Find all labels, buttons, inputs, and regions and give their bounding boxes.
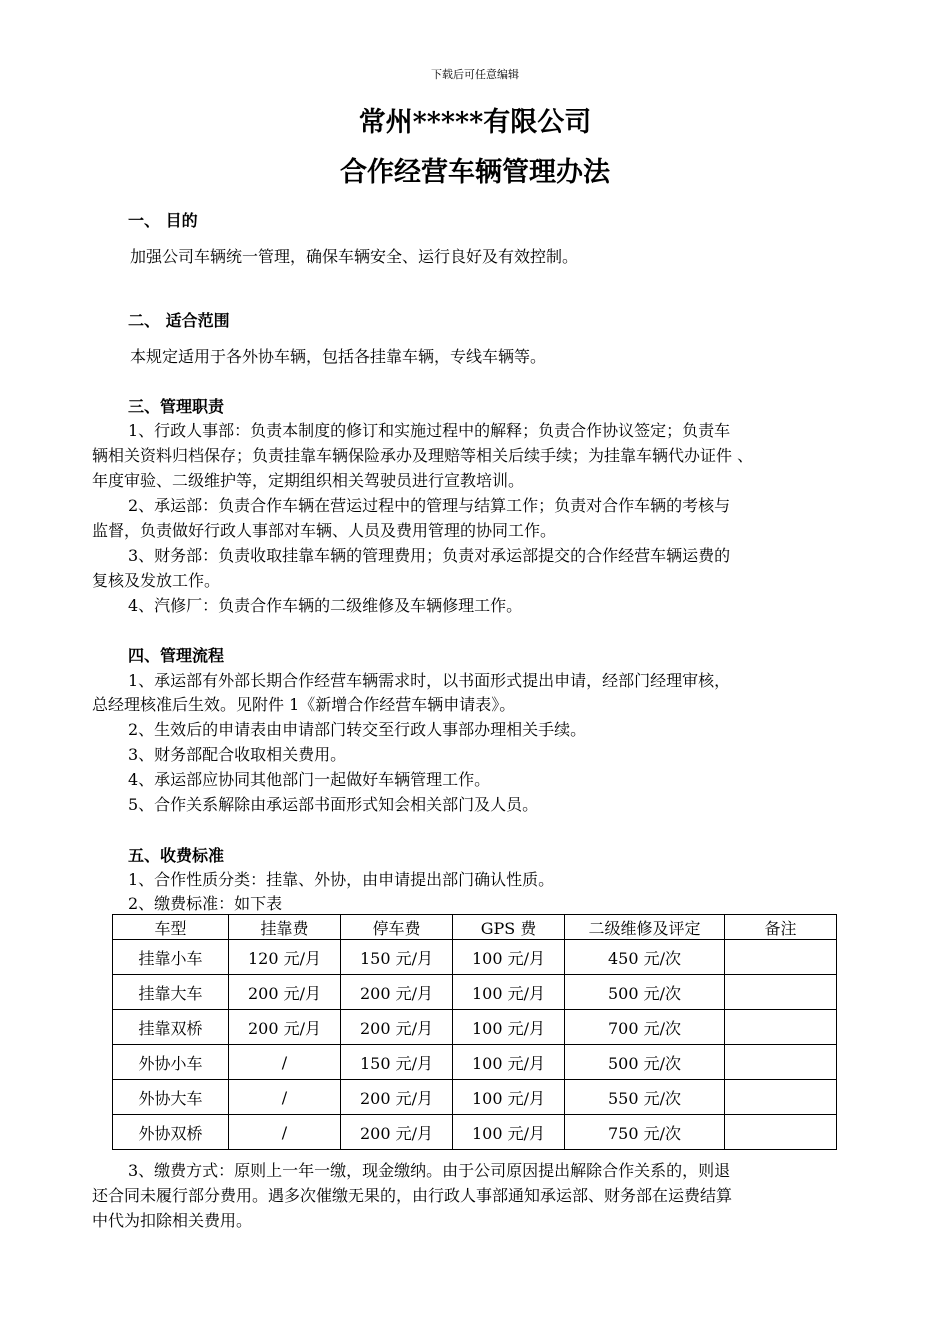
table-row: [113, 940, 837, 975]
table-cell: 150 元/月: [341, 1045, 453, 1080]
table-cell: [725, 1115, 837, 1150]
section-5-line: 3、缴费方式：原则上一年一缴，现金缴纳。由于公司原因提出解除合作关系的，则退: [128, 1161, 731, 1180]
table-cell: 200 元/月: [341, 1080, 453, 1115]
fee-table: [112, 914, 837, 1150]
section-4-line: 4、承运部应协同其他部门一起做好车辆管理工作。: [128, 770, 491, 789]
table-cell: 外协双桥: [113, 1115, 229, 1150]
table-cell: 750 元/次: [565, 1115, 725, 1150]
table-row: [113, 1080, 837, 1115]
table-cell: 100 元/月: [453, 1045, 565, 1080]
table-cell: 100 元/月: [453, 975, 565, 1010]
table-cell: 外协小车: [113, 1045, 229, 1080]
table-cell: [725, 940, 837, 975]
section-2-heading: 二、 适合范围: [128, 311, 230, 330]
document-title: 合作经营车辆管理办法: [340, 157, 610, 188]
table-cell: [725, 1010, 837, 1045]
table-row: [113, 1010, 837, 1045]
section-4-line: 5、合作关系解除由承运部书面形式知会相关部门及人员。: [128, 795, 539, 814]
section-4-heading: 四、管理流程: [128, 646, 225, 665]
section-5-line: 1、合作性质分类：挂靠、外协，由申请提出部门确认性质。: [128, 870, 555, 889]
table-cell: 100 元/月: [453, 1080, 565, 1115]
column-header: 备注: [725, 915, 837, 940]
section-5-line: 还合同未履行部分费用。遇多次催缴无果的，由行政人事部通知承运部、财务部在运费结算: [92, 1186, 733, 1205]
section-5-line: 2、缴费标准：如下表: [128, 894, 283, 913]
table-cell: 外协大车: [113, 1080, 229, 1115]
section-3-line: 2、承运部：负责合作车辆在营运过程中的管理与结算工作；负责对合作车辆的考核与: [128, 496, 731, 515]
section-4-line: 1、承运部有外部长期合作经营车辆需求时，以书面形式提出申请，经部门经理审核，: [128, 671, 731, 690]
table-cell: 100 元/月: [453, 1115, 565, 1150]
table-cell: 450 元/次: [565, 940, 725, 975]
section-1-heading: 一、 目的: [128, 211, 198, 230]
table-row: [113, 1045, 837, 1080]
table-cell: /: [229, 1115, 341, 1150]
table-cell: [725, 975, 837, 1010]
table-cell: 100 元/月: [453, 940, 565, 975]
table-row: [113, 1115, 837, 1150]
column-header: 车型: [113, 915, 229, 940]
table-header-row: [113, 915, 837, 940]
header-note: 下载后可任意编辑: [431, 68, 519, 81]
table-cell: 500 元/次: [565, 975, 725, 1010]
column-header: GPS 费: [453, 915, 565, 940]
column-header: 二级维修及评定: [565, 915, 725, 940]
table-cell: [725, 1045, 837, 1080]
table-cell: 挂靠双桥: [113, 1010, 229, 1045]
table-cell: /: [229, 1080, 341, 1115]
table-cell: 200 元/月: [229, 1010, 341, 1045]
section-3-line: 年度审验、二级维护等，定期组织相关驾驶员进行宣教培训。: [92, 471, 525, 490]
section-3-line: 复核及发放工作。: [92, 571, 221, 590]
section-4-line: 3、财务部配合收取相关费用。: [128, 745, 347, 764]
section-3-heading: 三、管理职责: [128, 397, 225, 416]
table-cell: 200 元/月: [341, 1115, 453, 1150]
company-title: 常州*****有限公司: [358, 107, 592, 138]
table-cell: 200 元/月: [341, 1010, 453, 1045]
section-1-body: 加强公司车辆统一管理，确保车辆安全、运行良好及有效控制。: [130, 247, 579, 266]
section-2-body: 本规定适用于各外协车辆，包括各挂靠车辆，专线车辆等。: [130, 347, 547, 366]
section-5-heading: 五、收费标准: [128, 846, 225, 865]
section-3-line: 3、财务部：负责收取挂靠车辆的管理费用；负责对承运部提交的合作经营车辆运费的: [128, 546, 731, 565]
table-cell: 200 元/月: [229, 975, 341, 1010]
table-cell: 550 元/次: [565, 1080, 725, 1115]
table-cell: 挂靠小车: [113, 940, 229, 975]
table-row: [113, 975, 837, 1010]
table-cell: 150 元/月: [341, 940, 453, 975]
section-3-line: 1、行政人事部：负责本制度的修订和实施过程中的解释；负责合作协议签定；负责车: [128, 421, 731, 440]
table-cell: 200 元/月: [341, 975, 453, 1010]
table-cell: /: [229, 1045, 341, 1080]
table-cell: 500 元/次: [565, 1045, 725, 1080]
column-header: 停车费: [341, 915, 453, 940]
table-cell: 挂靠大车: [113, 975, 229, 1010]
section-3-line: 监督，负责做好行政人事部对车辆、人员及费用管理的协同工作。: [92, 521, 557, 540]
section-3-line: 4、汽修厂：负责合作车辆的二级维修及车辆修理工作。: [128, 596, 523, 615]
table-cell: 700 元/次: [565, 1010, 725, 1045]
table-cell: 120 元/月: [229, 940, 341, 975]
section-5-line: 中代为扣除相关费用。: [92, 1211, 253, 1230]
table-cell: [725, 1080, 837, 1115]
table-cell: 100 元/月: [453, 1010, 565, 1045]
section-4-line: 总经理核准后生效。见附件 1《新增合作经营车辆申请表》。: [92, 695, 516, 714]
column-header: 挂靠费: [229, 915, 341, 940]
section-4-line: 2、生效后的申请表由申请部门转交至行政人事部办理相关手续。: [128, 720, 587, 739]
section-3-line: 辆相关资料归档保存；负责挂靠车辆保险承办及理赔等相关后续手续；为挂靠车辆代办证件 、: [92, 446, 754, 465]
